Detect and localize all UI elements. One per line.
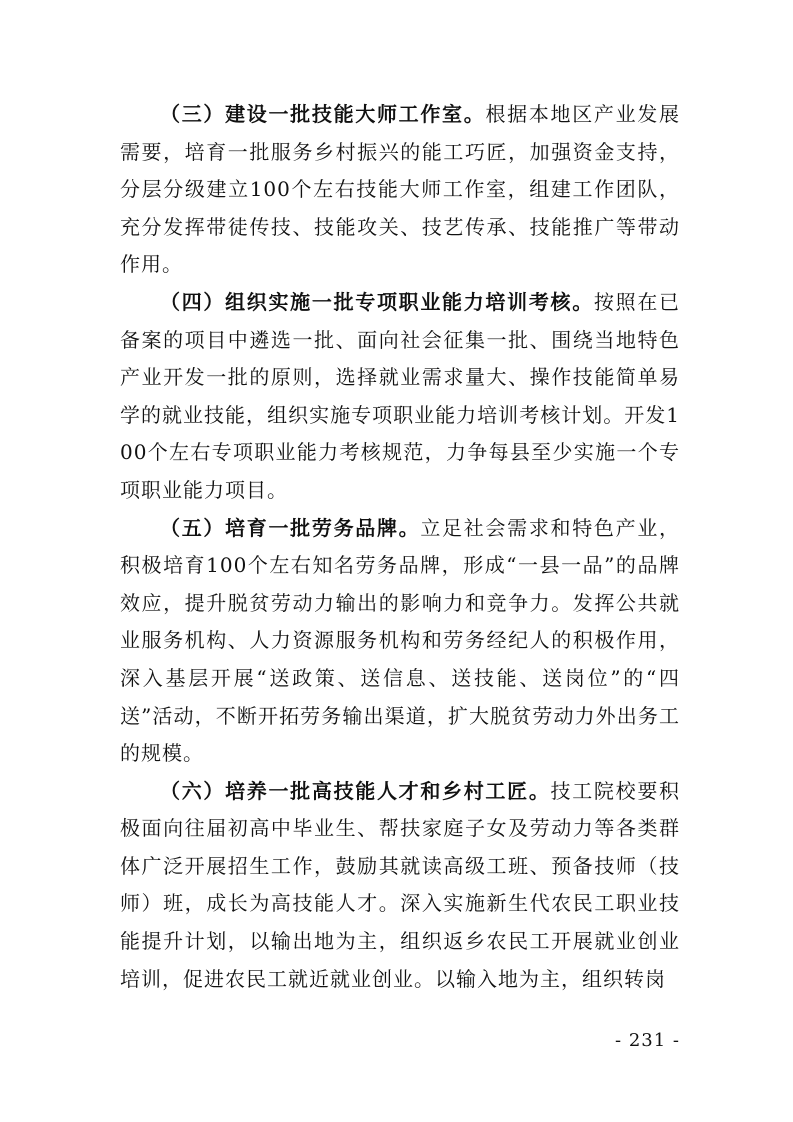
paragraph-heading: （五）培育一批劳务品牌。 — [160, 515, 421, 540]
paragraph-text: 根据本地区产业发展需要，培育一批服务乡村振兴的能工巧匠，加强资金支持，分层分级建立100个左右技能大师工作室，组建工作团队，充分发挥带徒传技、技能攻关、技艺传承、技能推广等带动作用。 — [120, 102, 681, 277]
paragraph-heading: （三）建设一批技能大师工作室。 — [160, 102, 486, 126]
paragraph-section-6 — [120, 773, 680, 999]
paragraph-text: 立足社会需求和特色产业，积极培育100个左右知名劳务品牌，形成“一县一品”的品牌效应，提升脱贫劳动力输出的影响力和竞争力。发挥公共就业服务机构、人力资源服务机构和劳务经纪人的积极作用，深入基层开展“送政策、送信息、送技能、送岗位”的“四送”活动，不断开拓劳务输出渠道，扩大脱贫劳动力外出务工的规模。 — [120, 515, 681, 766]
paragraph-section-3 — [120, 96, 680, 284]
paragraph-section-5 — [120, 510, 680, 773]
paragraph-text: 技工院校要积极面向往届初高中毕业生、帮扶家庭子女及劳动力等各类群体广泛开展招生工作，鼓励其就读高级工班、预备技师（技师）班，成长为高技能人才。深入实施新生代农民工职业技能提升计划，以输出地为主，组织返乡农民工开展就业创业培训，促进农民工就近就业创业。以输入地为主，组织转岗 — [120, 778, 681, 991]
paragraph-section-4 — [120, 284, 680, 510]
document-body — [120, 96, 680, 998]
page-number: - 231 - — [615, 1030, 680, 1051]
paragraph-text: 按照在已备案的项目中遴选一批、面向社会征集一批、围绕当地特色产业开发一批的原则，选择就业需求量大、操作技能简单易学的就业技能，组织实施专项职业能力培训考核计划。开发100个左右专项职业能力考核规范，力争每县至少实施一个专项职业能力项目。 — [120, 289, 681, 502]
paragraph-heading: （六）培养一批高技能人才和乡村工匠。 — [160, 778, 551, 803]
paragraph-heading: （四）组织实施一批专项职业能力培训考核。 — [160, 289, 594, 314]
